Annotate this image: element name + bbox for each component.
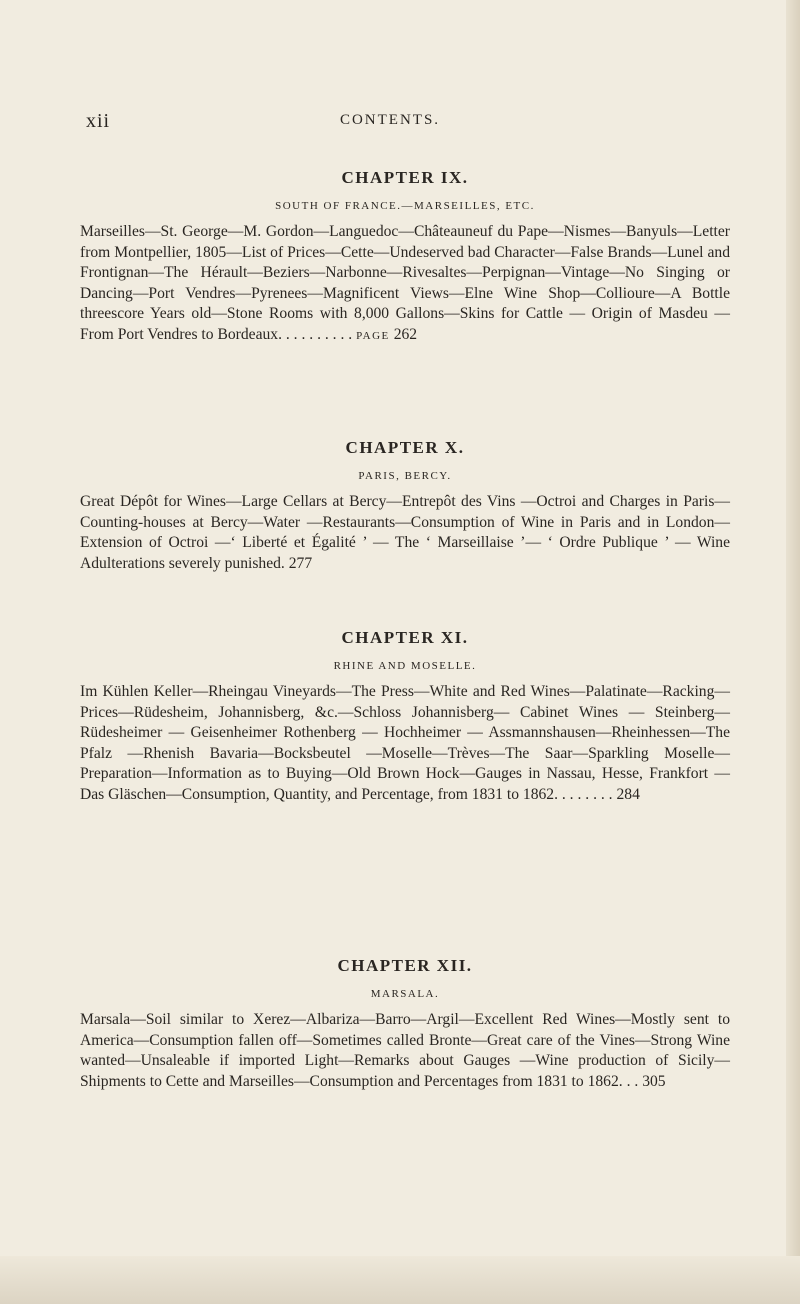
- dot-leader: . . . . . . . . .: [281, 325, 357, 343]
- chapter-summary-text: Great Dépôt for Wines—Large Cellars at Bercy—Entrepôt des Vins —Octroi and Charges in Paris—Counting-houses at Bercy—Water —Restaurants—Consumption of Wine in Paris and in London—Extension of Octroi —‘ Liberté et Égalité ’ — The ‘ Marseillaise ’— ‘ Ordre Publique ’ — Wine Adulterations severely punished.: [80, 493, 730, 572]
- chapter-summary: [80, 682, 730, 807]
- chapter-ix: [80, 168, 730, 347]
- chapter-title: CHAPTER X.: [345, 438, 465, 457]
- chapter-subtitle: PARIS, BERCY.: [358, 470, 452, 482]
- chapter-title: CHAPTER IX.: [341, 168, 469, 187]
- page-header: [80, 104, 700, 134]
- chapter-title: CHAPTER XI.: [341, 628, 469, 647]
- running-head: CONTENTS.: [339, 112, 441, 128]
- chapter-subtitle: RHINE AND MOSELLE.: [333, 660, 477, 672]
- chapter-page-ref: [623, 1073, 666, 1090]
- chapter-subtitle: MARSALA.: [370, 988, 440, 1000]
- chapter-page-ref: [282, 326, 417, 343]
- chapter-summary: [80, 492, 730, 575]
- page-number-ref: 284: [616, 785, 640, 803]
- chapter-x: [80, 438, 730, 575]
- chapter-title: CHAPTER XII.: [337, 956, 473, 975]
- page-number: xii: [86, 110, 111, 132]
- page-label: PAGE: [356, 329, 390, 342]
- page-number-ref: 305: [642, 1072, 666, 1090]
- chapter-xii: [80, 956, 730, 1093]
- chapter-page-ref: [285, 555, 312, 572]
- page-number-ref: 277: [288, 554, 313, 572]
- chapter-summary: [80, 1010, 730, 1093]
- chapter-xi: [80, 628, 730, 807]
- chapter-page-ref: [558, 786, 640, 803]
- chapter-summary: [80, 222, 730, 347]
- chapter-summary-text: Im Kühlen Keller—Rheingau Vineyards—The Press—White and Red Wines—Palatinate—Racking—Prices—Rüdesheim, Johannisberg, &c.—Schloss Johannisberg— Cabinet Wines — Steinberg—Rüdesheimer — Geisenheimer Rothenberg — Hochheimer — Assmannshausen—Rheinhessen—The Pfalz —Rhenish Bavaria—Bocksbeutel —Moselle—Trèves—The Saar—Sparkling Moselle—Preparation—Information as to Buying—Old Brown Hock—Gauges in Nassau, Hesse, Frankfort — Das Gläschen—Consumption, Quantity, and Percentage, from 1831 to 1862.: [80, 683, 730, 803]
- page-edge-shadow: [786, 0, 800, 1304]
- page-bottom-edge: [0, 1256, 800, 1304]
- page-number-ref: 262: [393, 325, 418, 343]
- dot-leader: . . . . . . .: [557, 785, 617, 803]
- chapter-summary-text: Marsala—Soil similar to Xerez—Albariza—Barro—Argil—Excellent Red Wines—Mostly sent to America—Consumption fallen off—Sometimes called Bronte—Great care of the Vines—Strong Wine wanted—Unsaleable if imported Light—Remarks about Gauges —Wine production of Sicily—Shipments to Cette and Marseilles—Consumption and Percentages from 1831 to 1862.: [80, 1011, 730, 1090]
- chapter-subtitle: SOUTH OF FRANCE.—MARSEILLES, ETC.: [275, 200, 535, 212]
- dot-leader: . .: [622, 1072, 643, 1090]
- chapter-summary-text: Marseilles—St. George—M. Gordon—Languedoc—Châteauneuf du Pape—Nismes—Banyuls—Letter from Montpellier, 1805—List of Prices—Cette—Undeserved bad Character—False Brands—Lunel and Frontignan—The Hérault—Beziers—Narbonne—Rivesaltes—Perpignan—Vintage—No Singing or Dancing—Port Vendres—Pyrenees—Magnificent Views—Elne Wine Shop—Collioure—A Bottle threescore Years old—Stone Rooms with 8,000 Gallons—Skins for Cattle — Origin of Masdeu — From Port Vendres to Bordeaux.: [80, 223, 730, 343]
